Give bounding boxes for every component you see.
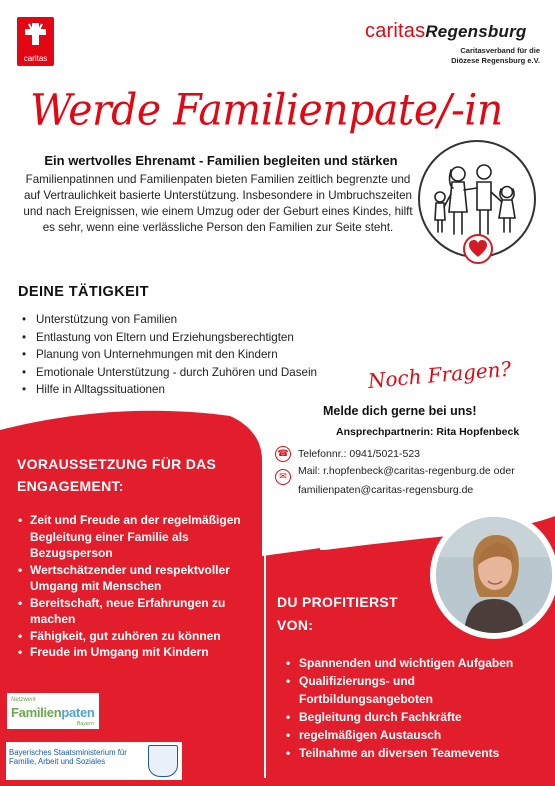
page-title: Werde Familienpate/-in: [30, 84, 503, 136]
ministry-line1: Bayerisches Staatsministerium für: [9, 748, 127, 757]
mail-icon: ✉: [275, 469, 291, 485]
phone-number[interactable]: Telefonnr.: 0941/5021-523: [298, 448, 421, 460]
ministry-logo: [6, 742, 182, 780]
list-item: • Emotionale Unterstützung - durch Zuhören und Dasein: [20, 364, 317, 382]
noch-fragen-heading: Noch Fragen?: [366, 356, 513, 393]
list-item: • Hilfe in Alltagssituationen: [20, 381, 317, 399]
profitierst-heading-line1: DU PROFITIERST: [277, 594, 398, 610]
taetigkeit-list: [20, 311, 317, 399]
brand-sub-line1: Caritasverband für die: [460, 46, 540, 55]
caritas-logo: [17, 17, 54, 66]
bavarian-crest-icon: [148, 745, 178, 777]
mail-address-2[interactable]: familienpaten@caritas-regensburg.de: [298, 484, 474, 496]
list-item: • Zeit und Freude an der regelmäßigen Begleitung einer Familie als Bezugsperson: [18, 512, 268, 562]
portrait-image: [436, 517, 552, 633]
netzwerk-familienpaten-logo: [7, 693, 99, 729]
list-item: • Wertschätzender und respektvoller Umgang mit Menschen: [18, 562, 268, 595]
list-item: • regelmäßigen Austausch: [286, 726, 551, 744]
contact-person-photo: [436, 517, 552, 633]
list-item: • Bereitschaft, neue Erfahrungen zu machen: [18, 595, 268, 628]
list-item: • Teilnahme an diversen Teamevents: [286, 744, 551, 762]
network-logo-bottom: Bayern: [76, 721, 94, 727]
heart-icon: [465, 236, 491, 262]
voraussetzung-list: [18, 512, 268, 661]
taetigkeit-heading: DEINE TÄTIGKEIT: [18, 284, 149, 300]
phone-icon: ☎: [275, 446, 291, 462]
column-divider: [264, 548, 266, 778]
profitierst-heading-line2: VON:: [277, 617, 314, 633]
voraussetzung-heading-line1: VORAUSSETZUNG FÜR DAS: [17, 456, 217, 472]
profitierst-list: [286, 654, 551, 762]
profitierst-heading: [277, 591, 427, 637]
network-logo-main-b: paten: [61, 705, 95, 720]
intro-text: Familienpatinnen und Familienpaten bieten Familien zeitlich begrenzte und auf Vertraulichkeit basierte Unterstützung. Insbesondere in Umbruchszeiten und nach Ereignissen, wie einem Umzug oder der Geburt eines Kindes, hilft es sehr, wenn eine verlässliche Person den Familien zur Seite steht.: [23, 173, 413, 234]
voraussetzung-heading: [17, 453, 247, 497]
list-item: • Entlastung von Eltern und Erziehungsberechtigten: [20, 329, 317, 347]
list-item: • Qualifizierungs- und Fortbildungsangeboten: [286, 672, 551, 708]
logo-caritas-label: caritas: [23, 54, 48, 63]
list-item: • Begleitung durch Fachkräfte: [286, 708, 551, 726]
list-item: • Spannenden und wichtigen Aufgaben: [286, 654, 551, 672]
brand-subtitle: [412, 46, 540, 66]
network-logo-top: Netzwerk: [11, 697, 37, 703]
intro-title: Ein wertvolles Ehrenamt - Familien begleiten und stärken: [44, 153, 398, 168]
heart-badge: [463, 234, 493, 264]
voraussetzung-heading-line2: ENGAGEMENT:: [17, 478, 124, 494]
list-item: • Freude im Umgang mit Kindern: [18, 644, 268, 661]
brand-main: caritas: [365, 20, 426, 42]
contact-person: Ansprechpartnerin: Rita Hopfenbeck: [336, 426, 520, 438]
network-logo-main: [11, 705, 95, 720]
brand-title: [365, 20, 527, 43]
caritas-cross-icon: [23, 22, 48, 50]
brand-city: Regensburg: [425, 22, 527, 41]
ministry-text: [9, 748, 127, 766]
melde-text: Melde dich gerne bei uns!: [323, 404, 477, 418]
brand-sub-line2: Diözese Regensburg e.V.: [451, 56, 540, 65]
ministry-line2: Familie, Arbeit und Soziales: [9, 757, 106, 766]
mail-address-1[interactable]: Mail: r.hopfenbeck@caritas-regenburg.de oder: [298, 465, 515, 477]
list-item: • Planung von Unternehmungen mit den Kindern: [20, 346, 317, 364]
list-item: • Fähigkeit, gut zuhören zu können: [18, 628, 268, 645]
list-item: • Unterstützung von Familien: [20, 311, 317, 329]
network-logo-main-a: Familien: [11, 705, 62, 720]
